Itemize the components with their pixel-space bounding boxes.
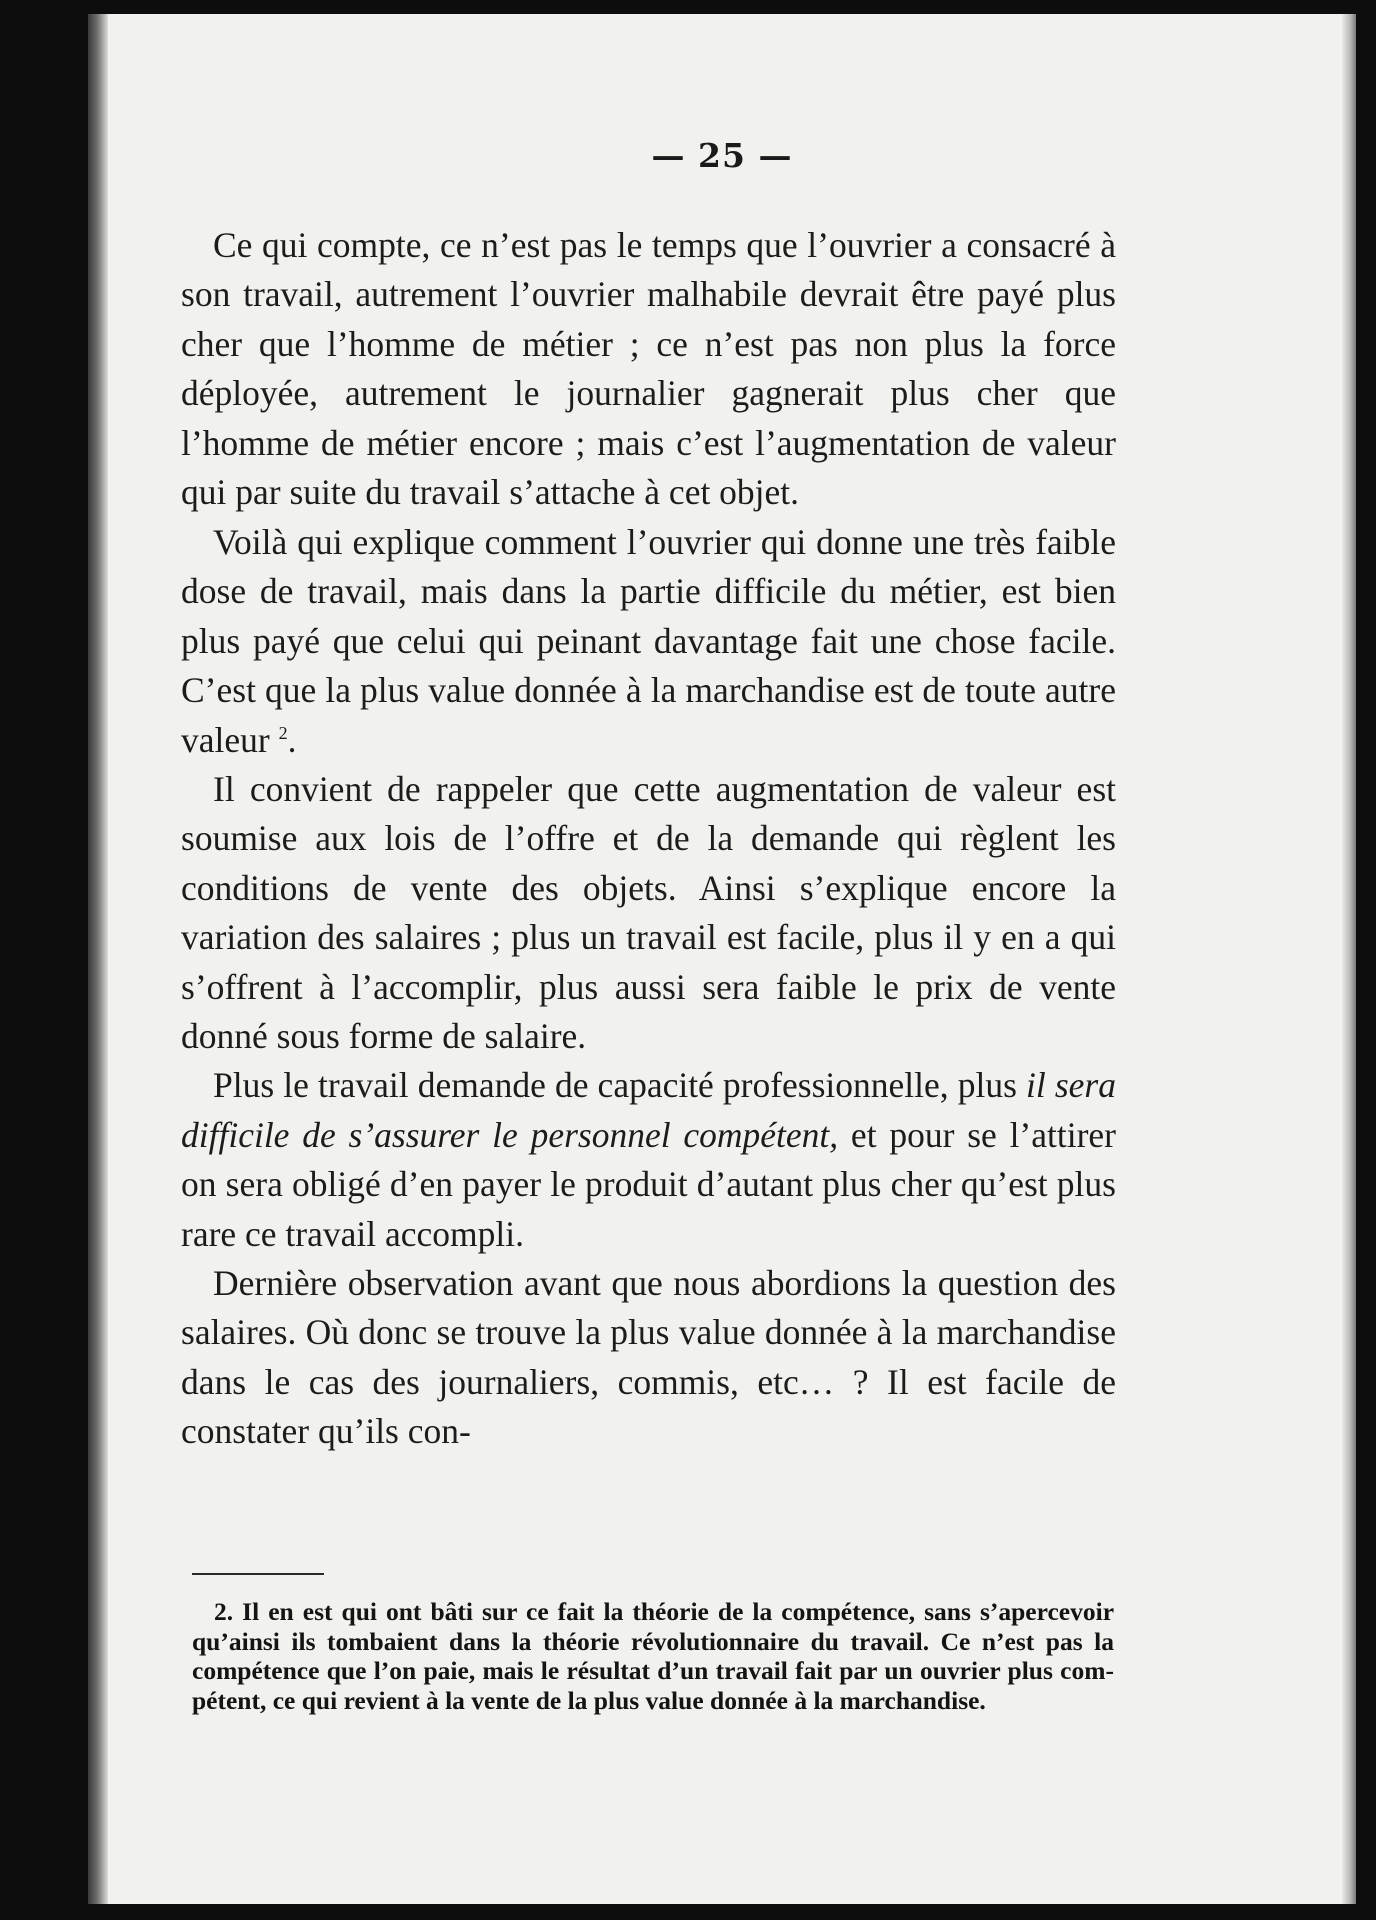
footnote-divider (192, 1573, 324, 1575)
footnote-reference-number: 2 (278, 722, 288, 743)
page-gutter-shadow (88, 14, 108, 1904)
footnote-reference[interactable] (270, 720, 288, 760)
footnote-number: 2. (214, 1597, 234, 1626)
paragraph-2-text: Voilà qui explique comment l’ouvrier qui donne une très faible dose de travail, mais dans la partie difficile du métier, est bien plus payé que celui qui peinant davantage fait une chose facile. C’est que la plus value donnée à la marchandise est de toute autre valeur (181, 521, 1116, 760)
paragraph-2-end: . (287, 719, 297, 760)
paragraph-3 (181, 765, 1116, 1061)
paragraph-2 (181, 518, 1116, 765)
page-number: — 25 — (651, 136, 793, 175)
book-page (88, 14, 1356, 1904)
paragraph-4-italic: il sera difficile de s’assurer le personnel compétent, (181, 1065, 1116, 1155)
paragraph-5 (181, 1259, 1116, 1457)
body-text (181, 221, 1116, 1457)
paragraph-1 (181, 221, 1116, 517)
paragraph-1-text: Ce qui compte, ce n’est pas le temps que l’ouvrier a consacré à son travail, autrement l’ouvrier malhabile devrait être payé plus cher que l’homme de métier ; ce n’est pas non plus la force déployée, autrement le journalier gagnerait plus cher que l’homme de métier encore ; mais c’est l’augmentation de valeur qui par suite du travail s’attache à cet objet. (181, 225, 1116, 513)
paragraph-4-end: et pour se l’attirer on sera obligé d’en payer le produit d’autant plus cher qu’est plus rare ce travail accompli. (181, 1114, 1117, 1254)
paragraph-3-text: Il convient de rappeler que cette augmentation de valeur est soumise aux lois de l’offre et de la demande qui règlent les conditions de vente des objets. Ainsi s’explique encore la variation des salaires ; plus un travail est facile, plus il y en a qui s’offrent à l’accomplir, plus aussi sera faible le prix de vente donné sous forme de salaire. (181, 768, 1116, 1056)
paragraph-4-start: Plus le travail demande de capacité professionnelle, plus (213, 1065, 1027, 1106)
paragraph-5-text: Dernière observation avant que nous abordions la question des salaires. Où donc se trouve la plus value donnée à la marchandise dans le cas des journaliers, commis, etc… ? Il est facile de constater qu’ils con- (181, 1263, 1116, 1452)
page-edge-shadow (1342, 14, 1356, 1904)
footnote (192, 1597, 1114, 1715)
paragraph-4 (181, 1061, 1116, 1259)
footnote-text: Il en est qui ont bâti sur ce fait la théorie de la compétence, sans s’apercevoir qu’ainsi ils tombaient dans la théorie révolutionnaire du travail. Ce n’est pas la compétence que l’on paie, mais le résultat d’un travail fait par un ouvrier plus compétent, ce qui revient à la vente de la plus value donnée à la marchandise. (192, 1597, 1115, 1715)
